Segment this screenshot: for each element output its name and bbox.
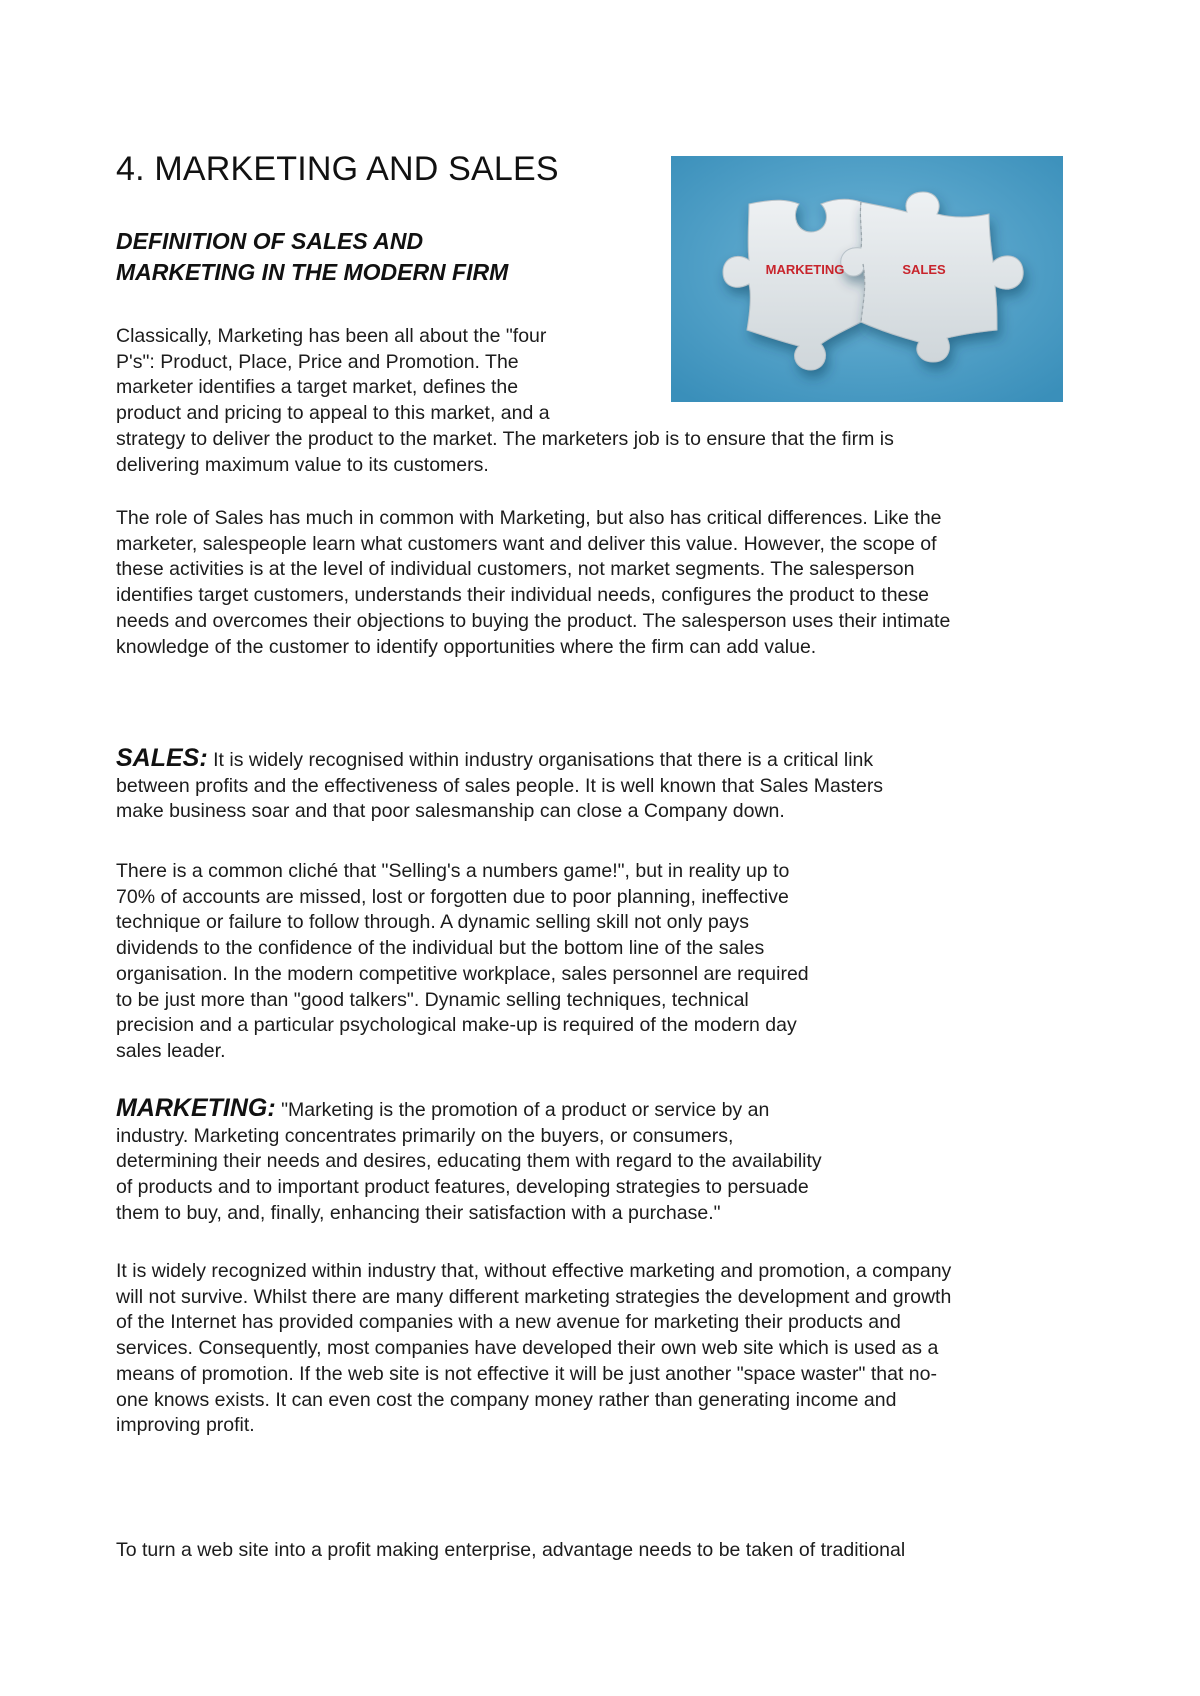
paragraph-line: To turn a web site into a profit making enterprise, advantage needs to be taken of traditional	[116, 1539, 906, 1561]
marketing-lead-label: MARKETING:	[116, 1094, 276, 1122]
paragraph-classically	[116, 324, 894, 478]
paragraph-line: to be just more than "good talkers". Dynamic selling techniques, technical	[116, 988, 749, 1011]
paragraph-line: between profits and the effectiveness of sales people. It is well known that Sales Masters	[116, 774, 884, 797]
section-subheading	[116, 226, 636, 288]
puzzle-label-marketing: MARKETING	[765, 262, 845, 277]
paragraph-line: delivering maximum value to its customers.	[116, 453, 489, 476]
sales-lead-label: SALES:	[116, 744, 208, 772]
paragraph-line: 70% of accounts are missed, lost or forgotten due to poor planning, ineffective	[116, 885, 789, 908]
paragraph-line: The role of Sales has much in common with Marketing, but also has critical differences. Like the	[116, 507, 942, 529]
paragraph-line: needs and overcomes their objections to buying the product. The salesperson uses their intimate	[116, 609, 951, 632]
sales-section	[116, 746, 883, 825]
paragraph-line: of the Internet has provided companies with a new avenue for marketing their products and	[116, 1311, 901, 1334]
paragraph-line: sales leader.	[116, 1039, 226, 1062]
paragraph-line: P's": Product, Place, Price and Promotion. The	[116, 350, 519, 373]
subheading-line-2: MARKETING IN THE MODERN FIRM	[116, 259, 509, 285]
paragraph-line: Classically, Marketing has been all about the "four	[116, 325, 547, 347]
paragraph-line: marketer, salespeople learn what customers want and deliver this value. However, the scope of	[116, 532, 937, 555]
marketing-first-line-text: "Marketing is the promotion of a product or service by an	[275, 1099, 770, 1121]
paragraph-line: technique or failure to follow through. A dynamic selling skill not only pays	[116, 911, 750, 934]
paragraph-profit-making	[116, 1538, 905, 1564]
paragraph-internet-marketing	[116, 1259, 951, 1439]
paragraph-line: knowledge of the customer to identify opportunities where the firm can add value.	[116, 635, 817, 658]
paragraph-line: dividends to the confidence of the individual but the bottom line of the sales	[116, 937, 765, 960]
paragraph-line: precision and a particular psychological make-up is required of the modern day	[116, 1014, 797, 1037]
puzzle-label-sales: SALES	[902, 262, 946, 277]
paragraph-line: will not survive. Whilst there are many different marketing strategies the development and growth	[116, 1285, 952, 1308]
paragraph-line: of products and to important product features, developing strategies to persuade	[116, 1176, 809, 1199]
page-title: 4. MARKETING AND SALES	[116, 150, 559, 188]
paragraph-line: them to buy, and, finally, enhancing their satisfaction with a purchase."	[116, 1201, 721, 1224]
subheading-line-1: DEFINITION OF SALES AND	[116, 228, 424, 254]
paragraph-line: improving profit.	[116, 1414, 255, 1437]
paragraph-line: There is a common cliché that "Selling's a numbers game!", but in reality up to	[116, 860, 790, 882]
paragraph-role-of-sales	[116, 506, 950, 660]
paragraph-line: make business soar and that poor salesmanship can close a Company down.	[116, 800, 785, 823]
sales-first-line	[116, 746, 883, 774]
paragraph-common-cliche	[116, 859, 809, 1065]
sales-first-line-text: It is widely recognised within industry organisations that there is a critical link	[207, 749, 874, 771]
paragraph-line: It is widely recognized within industry that, without effective marketing and promotion, a company	[116, 1260, 952, 1282]
paragraph-line: marketer identifies a target market, defines the	[116, 376, 519, 399]
paragraph-line: services. Consequently, most companies have developed their own web site which is used as a	[116, 1337, 939, 1360]
paragraph-line: these activities is at the level of individual customers, not market segments. The salesperson	[116, 558, 915, 581]
paragraph-line: identifies target customers, understands their individual needs, configures the product to these	[116, 584, 929, 607]
paragraph-line: means of promotion. If the web site is not effective it will be just another "space waster" that no-	[116, 1362, 937, 1385]
paragraph-line: industry. Marketing concentrates primarily on the buyers, or consumers,	[116, 1124, 734, 1147]
paragraph-line: organisation. In the modern competitive workplace, sales personnel are required	[116, 962, 809, 985]
paragraph-line: one knows exists. It can even cost the company money rather than generating income and	[116, 1388, 897, 1411]
marketing-section	[116, 1096, 822, 1227]
paragraph-line: strategy to deliver the product to the market. The marketers job is to ensure that the firm is	[116, 427, 894, 450]
marketing-first-line	[116, 1096, 822, 1124]
paragraph-line: product and pricing to appeal to this market, and a	[116, 402, 550, 425]
paragraph-line: determining their needs and desires, educating them with regard to the availability	[116, 1150, 822, 1173]
